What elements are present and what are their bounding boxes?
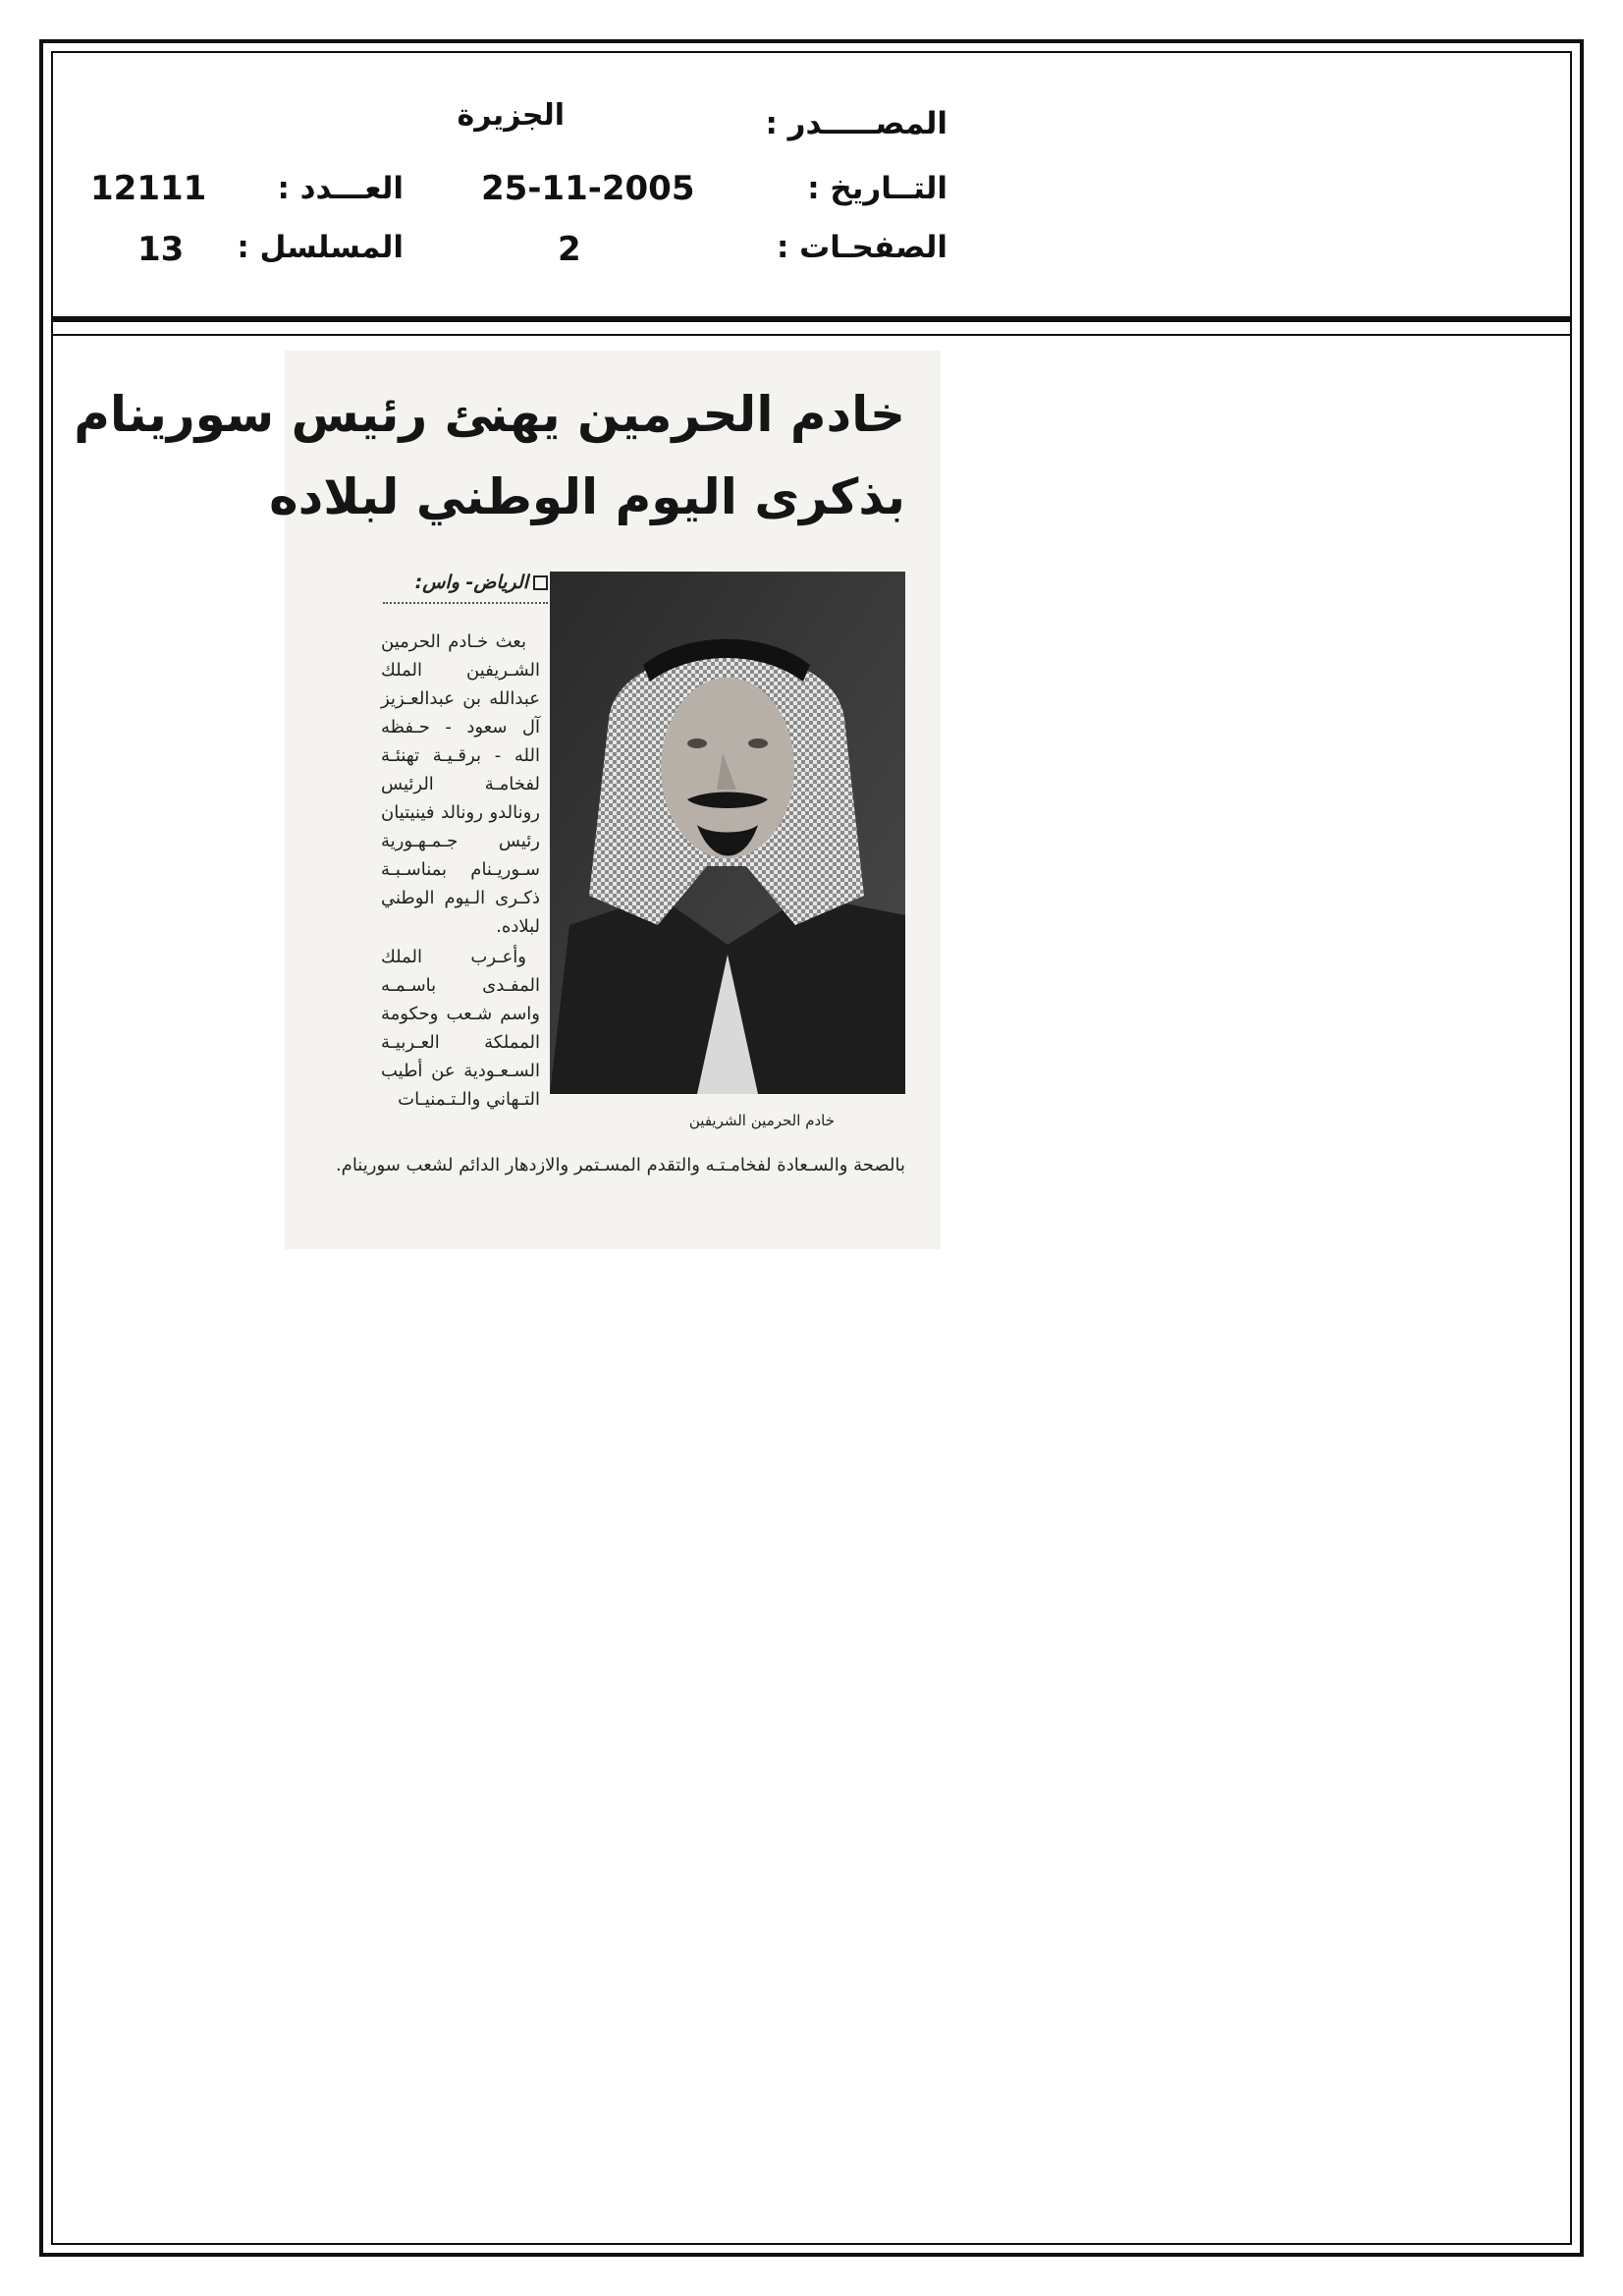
source-label: المصـــــدر : (765, 106, 947, 141)
issue-value: 12111 (90, 169, 207, 208)
date-value: 25-11-2005 (481, 169, 695, 208)
article-paragraph-3: بالصحة والسـعادة لفخامـتـه والتقدم المسـتمر والازدهار الدائم لشعب سورينام. (335, 1155, 905, 1175)
portrait-photo (550, 572, 905, 1094)
issue-label: العـــدد : (277, 171, 404, 206)
article-paragraph-2: وأعـرب الملك المفـدى باسـمـه واسم شـعب وحكومة المملكة العـربيـة السـعـودية عن أطيب التـهاني والـتـمنيـات (381, 947, 540, 1110)
serial-value: 13 (137, 230, 185, 269)
date-label: التــاريخ : (807, 171, 947, 206)
source-value: الجزيرة (457, 98, 565, 133)
portrait-illustration (550, 572, 905, 1094)
dateline-text: الرياض- واس: (414, 572, 528, 593)
pages-label: الصفحـات : (776, 230, 947, 265)
header-divider-thin (51, 334, 1572, 336)
square-bullet-icon (533, 575, 548, 590)
dateline-underline (383, 602, 548, 604)
newspaper-clipping (74, 351, 941, 1249)
header-divider-thick (51, 316, 1572, 322)
photo-caption: خادم الحرمين الشريفين (688, 1112, 835, 1129)
article-column (381, 628, 540, 1114)
headline-line-1: خادم الحرمين يهنئ رئيس سورينام (74, 386, 905, 443)
headline-line-2: بذكرى اليوم الوطني لبلاده (269, 468, 905, 525)
article-paragraph-1: بعث خـادم الحرمين الشـريفين الملك عبدالله بن عبدالعـزيز آل سعود - حـفظه الله - برقـيـة تهنئـة لفخامـة الرئيس رونالدو رونالد فينيتيان رئيس جـمـهـورية سـوريـنام بمناسـبـة ذكـرى الـيوم الوطني لبلاده. (381, 631, 540, 937)
pages-value: 2 (558, 230, 581, 269)
dateline (415, 572, 548, 593)
serial-label: المسلسل : (237, 230, 404, 265)
